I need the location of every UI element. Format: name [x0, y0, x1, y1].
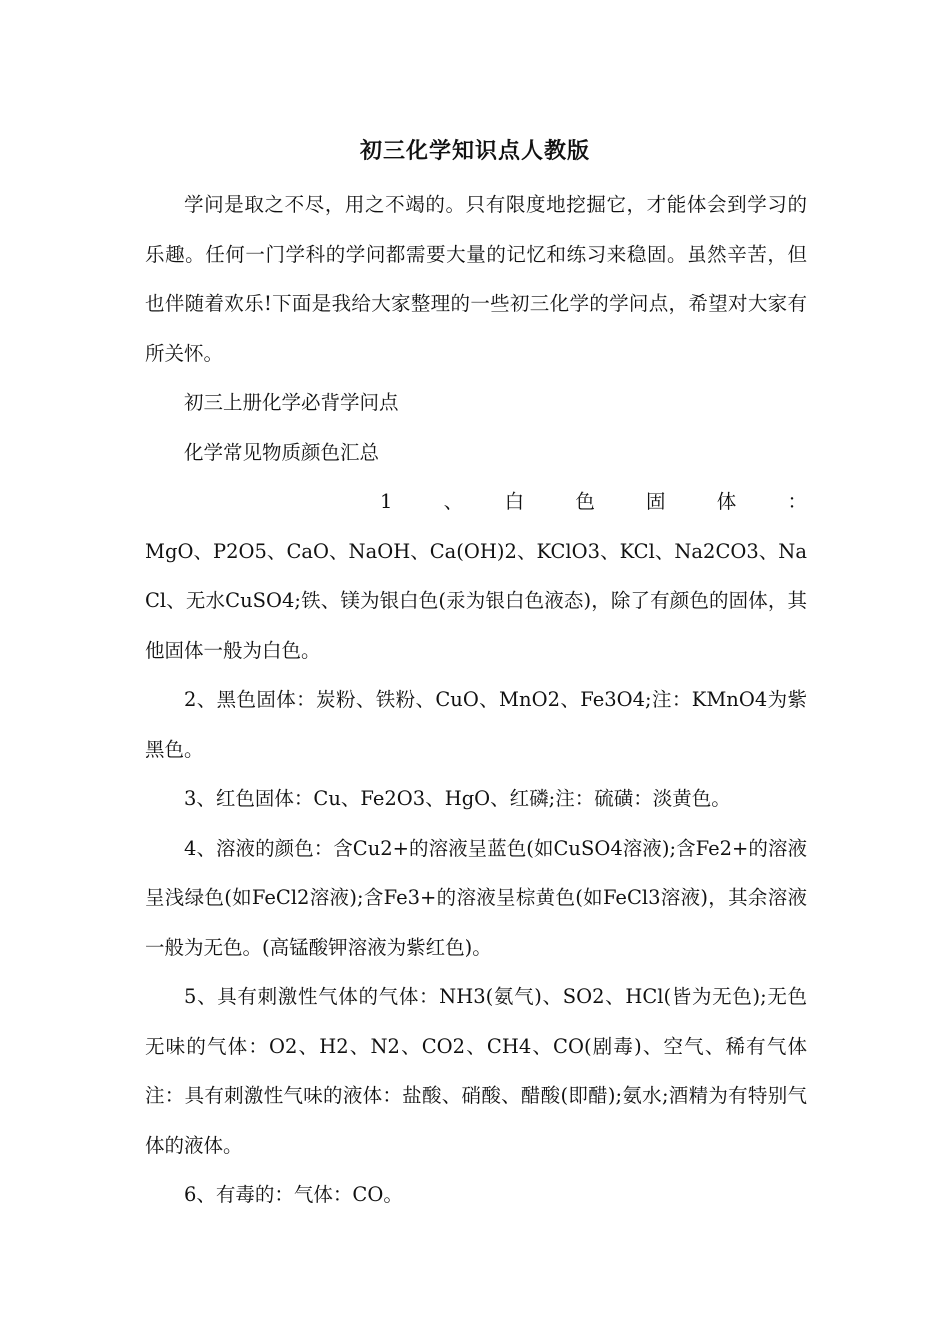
item-2-paragraph: 2、黑色固体：炭粉、铁粉、CuO、MnO2、Fe3O4;注：KMnO4为紫黑色。 [145, 688, 807, 761]
item-6-paragraph: 6、有毒的：气体：CO。 [184, 1183, 403, 1206]
document-title: 初三化学知识点人教版 [359, 139, 590, 164]
item-1-body: MgO、P2O5、CaO、NaOH、Ca(OH)2、KClO3、KCl、Na2CO3、NaCl、无水CuSO4;铁、镁为银白色(汞为银白色液态)，除了有颜色的固体，其他固体一般为白色。 [145, 539, 807, 662]
document-body [145, 180, 807, 1220]
item-5-paragraph: 5、具有刺激性气体的气体：NH3(氨气)、SO2、HCl(皆为无色);无色无味的气体：O2、H2、N2、CO2、CH4、CO(剧毒)、空气、稀有气体注：具有刺激性气味的液体：盐酸、硝酸、醋酸(即醋);氨水;酒精为有特别气体的液体。 [145, 985, 807, 1157]
intro-paragraph: 学问是取之不尽，用之不竭的。只有限度地挖掘它，才能体会到学习的乐趣。任何一门学科的学问都需要大量的记忆和练习来稳固。虽然辛苦，但也伴随着欢乐!下面是我给大家整理的一些初三化学的学问点，希望对大家有所关怀。 [145, 193, 807, 365]
item-3-paragraph: 3、红色固体：Cu、Fe2O3、HgO、红磷;注：硫磺：淡黄色。 [184, 787, 731, 810]
item-4-paragraph: 4、溶液的颜色：含Cu2+的溶液呈蓝色(如CuSO4溶液);含Fe2+的溶液呈浅绿色(如FeCl2溶液);含Fe3+的溶液呈棕黄色(如FeCl3溶液)，其余溶液一般为无色。(高锰酸钾溶液为紫红色)。 [145, 836, 807, 959]
item-1-lead: 1 、 白 色 固 体 ： [380, 490, 807, 513]
section-heading: 初三上册化学必背学问点 [184, 391, 399, 414]
subsection-heading: 化学常见物质颜色汇总 [184, 440, 380, 464]
